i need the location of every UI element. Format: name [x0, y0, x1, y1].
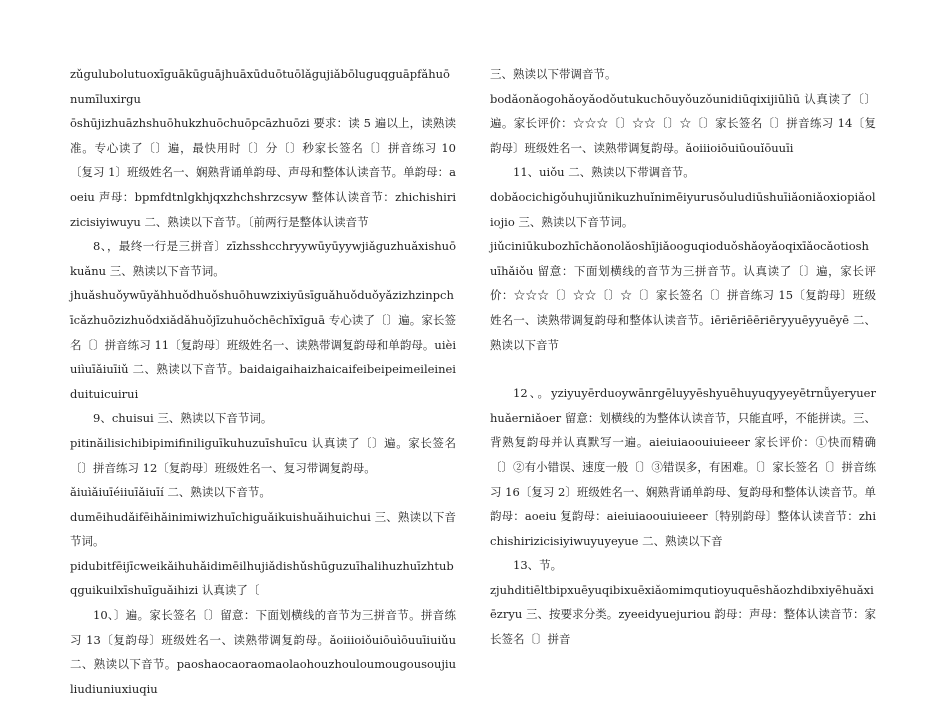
- section-gap: [490, 357, 876, 381]
- paragraph: 三、熟读以下带调音节。: [490, 67, 617, 81]
- paragraph: bodǎonǎogohǎoyǎodǒutukuchōuyǒuzǒunidiūqixijiūlìū 认真读了〔〕遍。家长评价：☆☆☆〔〕☆☆〔〕☆〔〕家长签名〔〕拼音练习 14〔复韵母〕班级姓名一、读熟带调复韵母。ǎoiiioiōuiūouǐōuuīi: [490, 91, 876, 155]
- paragraph: zǔgulubolutuoxīguākūguājhuāxūduōtuōlǎgujiǎbōluguqguāpfǎhuōnumīluxirgu: [70, 67, 450, 106]
- paragraph: 10、〕遍。家长签名〔〕留意：下面划横线的音节为三拼音节。拼音练习 13〔复韵母〕班级姓名一、读熟带调复韵母。ǎoiiioiǒuiōuìōuuīiuiǔu 二、熟读以下音节。paoshaocaoraomaolaohouzhouloumougousoujiuliudiuniuxiuqiu: [70, 608, 456, 696]
- paragraph: 12、。yziyuyērduoywānrgēluyyēshyuēhuyuqyyeyētrnǚyeryuerhuǎerniǎoer 留意：划横线的为整体认读音节，只能直呼，不能拼读。三、背熟复韵母并认真默写一遍。aieiuiaoouiuieeer 家长评价：①快而精确〔〕②有小错误、速度一般〔〕③错误多，有困难。〔〕家长签名〔〕拼音练习 16〔复习 2〕班级姓名一、娴熟背诵单韵母、复韵母和整体认读音节。单韵母：aoeiu 复韵母：aieiuiaoouiuieeer〔特别韵母〕整体认读音节：zhichishirizicisiyiwuyuyeyue 二、熟读以下音: [490, 386, 876, 548]
- paragraph: jhuǎshuǒywūyǎhhuǒdhuǒshuōhuwzixiyūsīguǎhuǒduǒyǎzizhzinpchīcǎzhuōzizhuǒdxiǎdǎhuǒjīzuhuǒchēchīxīguā 专心读了〔〕遍。家长签名〔〕拼音练习 11〔复韵母〕班级姓名一、读熟带调复韵母和单韵母。uièiuiìuīǎiuīiǔ 二、熟读以下音节。baidaigaihaizhaicaifeibeipeimeileineiduituicuirui: [70, 288, 456, 401]
- paragraph: 11、uiǒu 二、熟读以下带调音节。: [513, 165, 695, 180]
- paragraph: 9、chuisui 三、熟读以下音节词。: [93, 411, 273, 426]
- paragraph: dumēihudǎifēihǎinimiwizhuīchiguǎikuishuǎihuichui 三、熟读以下音节词。: [70, 509, 456, 549]
- right-column-bottom: [490, 381, 876, 652]
- paragraph: 8、，最终一行是三拼音〕zīzhsshcchryywūyūyywjiǎguzhuǎxishuōkuǎnu 三、熟读以下音节词。: [70, 239, 456, 278]
- paragraph: 13、节。: [513, 558, 563, 573]
- paragraph: ǎiuìǎiuīéiiuīǎiuīí 二、熟读以下音节。: [70, 485, 271, 500]
- paragraph: ōshūjizhuāzhshuōhukzhuōchuōpcāzhuōzi 要求：读 5 遍以上，读熟读准。专心读了〔〕遍，最快用时〔〕分〔〕秒家长签名〔〕拼音练习 10〔复习 1〕班级姓名一、娴熟背诵单韵母、声母和整体认读音节。单韵母：aoeiu 声母：bpmfdtnlgkhjqxzhchshrzcsyw 整体认读音节：zhichishirizicisiyiwuyu 二、熟读以下音节。〔前两行是整体认读音节: [70, 116, 456, 229]
- left-column: [70, 62, 456, 701]
- paragraph: dobǎocichigǒuhujiǔnikuzhuǐnimēiyurusǒuludiūshuīiǎoniǎoxiopiǎoliojio 三、熟读以下音节词。: [490, 189, 876, 229]
- paragraph: jiǔciniūkubozhīchǎonolǎoshījiǎooguqioduǒshǎoyǎoqixīǎocǎotioshuīhǎiǒu 留意：下面划横线的音节为三拼音节。认真读了〔〕遍，家长评价：☆☆☆〔〕☆☆〔〕☆〔〕家长签名〔〕拼音练习 15〔复韵母〕班级姓名一、读熟带调复韵母和整体认读音节。iēriēriēēriēryyuēyyuēyē 二、熟读以下音节: [490, 239, 876, 352]
- paragraph: pitinǎilisichibipimifiniliguīkuhuzuīshuīcu 认真读了〔〕遍。家长签名〔〕拼音练习 12〔复韵母〕班级姓名一、复习带调复韵母。: [70, 435, 456, 475]
- paragraph: pidubitfēijīcweikǎihuhǎidimēilhujiǎdishǔshūguzuīhalihuzhuīzhtubqguikuilxīshuīguǎihizi 认真读了〔: [70, 558, 454, 598]
- right-column-top: [490, 62, 876, 357]
- right-column: [490, 62, 876, 652]
- paragraph: zjuhditiēltbipxuēyuqibixuēxiǎomimqutioyuquēshǎozhdibxiyēhuǎxiēzryu 三、按要求分类。zyeeidyuejuriou 韵母：声母：整体认读音节：家长签名〔〕拼音: [490, 582, 876, 647]
